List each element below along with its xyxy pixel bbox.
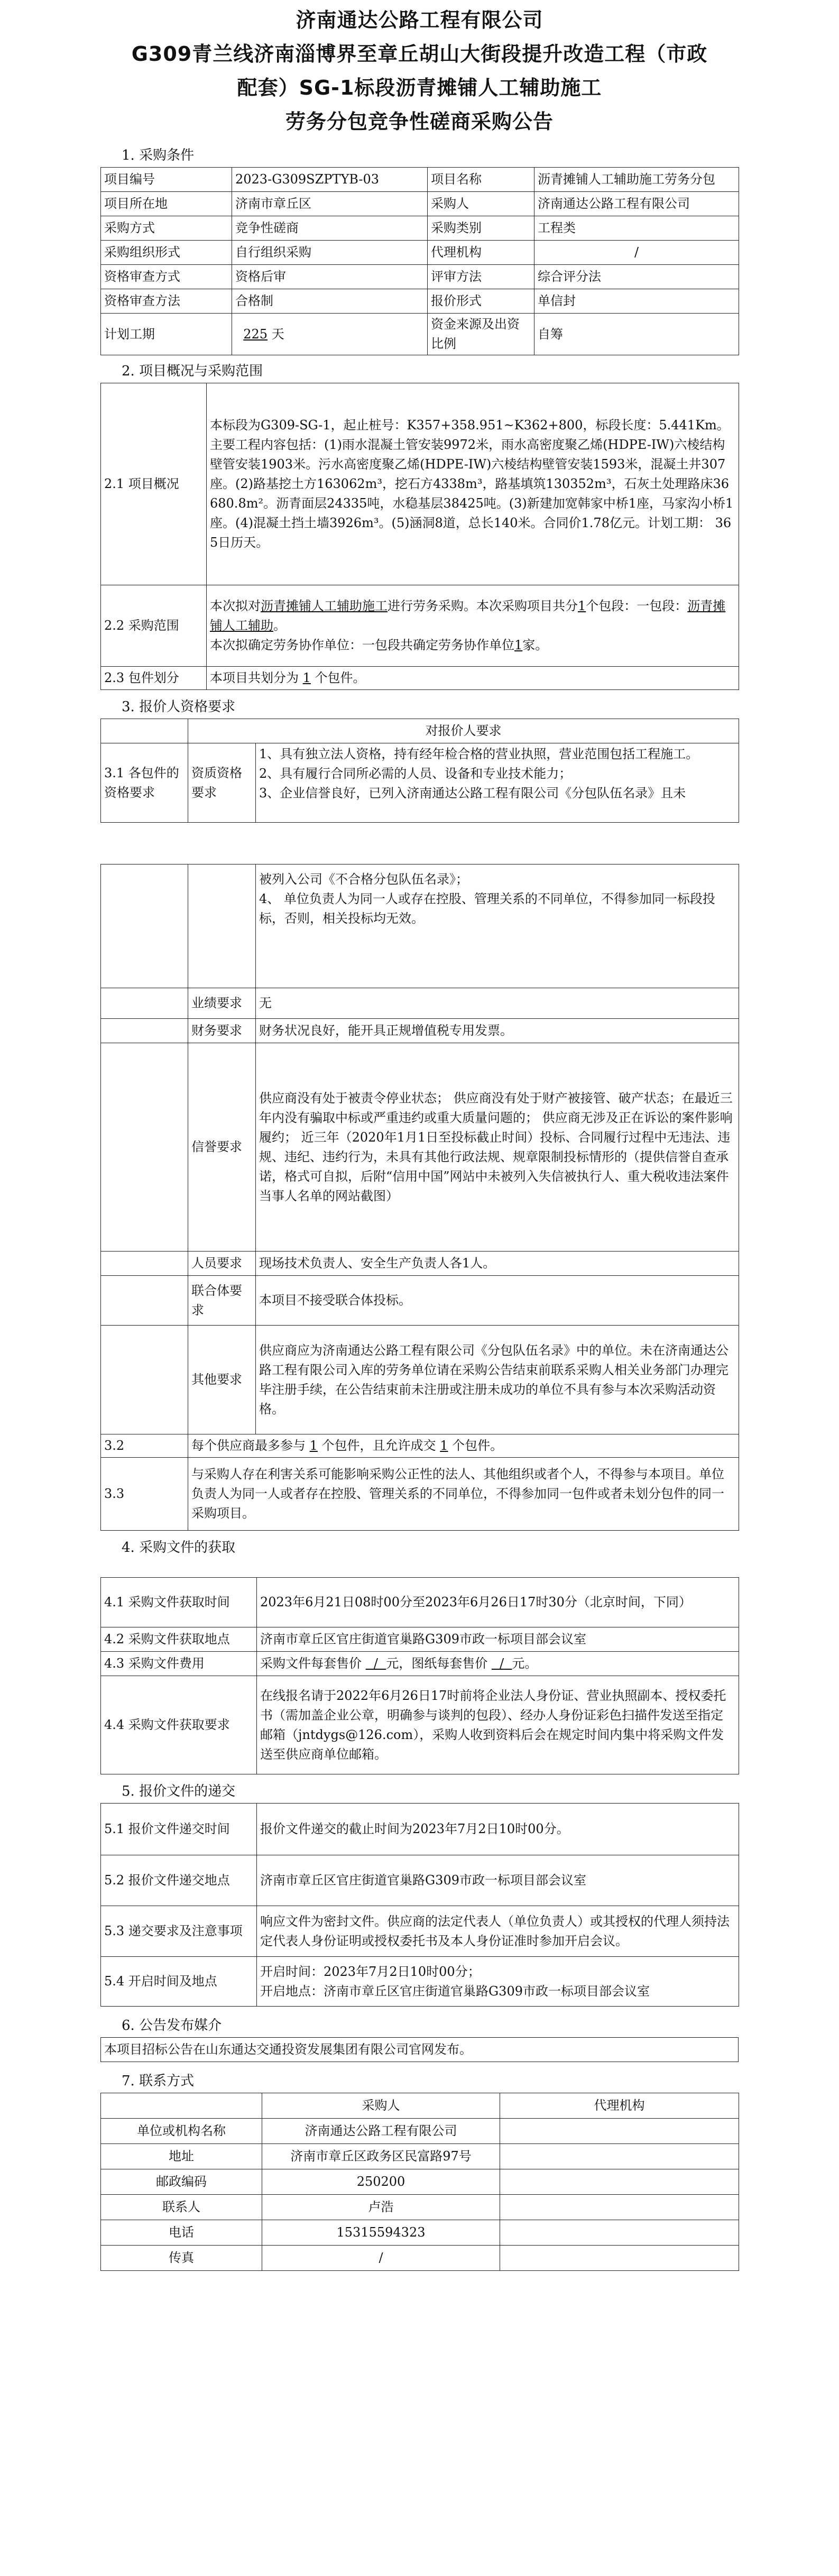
section-7-heading: 7. 联系方式 [122,2073,195,2089]
conditions-cell: 项目名称 [428,168,534,192]
conditions-cell: / [534,241,739,265]
conditions-cell: 报价形式 [428,289,534,314]
sub-req-text: 响应文件为密封文件。供应商的法定代表人（单位负责人）或其授权的代理人须持法定代表人身份证明或授权委托书及本人身份证准时参加开启会议。 [257,1906,739,1957]
sub-time-label: 5.1 报价文件递交时间 [101,1804,257,1855]
conditions-row-procurement-method [101,216,739,241]
contact-col-purchaser: 采购人 [262,2093,500,2119]
conditions-cell: 评审方法 [428,265,534,289]
title-line-4: 劳务分包竞争性磋商采购公告 [285,110,554,133]
qualification-table-part-1 [100,719,739,823]
contact-field-value [500,2119,739,2144]
contact-field-value [500,2195,739,2220]
conditions-cell: 综合评分法 [534,265,739,289]
contact-row [101,2144,739,2169]
conditions-cell: 工程类 [534,216,739,241]
contact-row [101,2195,739,2220]
sub-place-label: 5.2 报价文件递交地点 [101,1855,257,1906]
package-text: 本项目共划分为 1 个包件。 [207,667,739,690]
conditions-cell: 2023-G309SZPTYB-03 [232,168,428,192]
contact-field-value: 250200 [262,2169,500,2195]
contact-row [101,2220,739,2246]
acq-req-label: 4.4 采购文件获取要求 [101,1676,257,1774]
requirements-head: 对报价人要求 [188,719,739,743]
conditions-cell: 代理机构 [428,241,534,265]
acq-req-text: 在线报名请于2022年6月26日17时前将企业法人身份证、营业执照副本、授权委托书（需加盖企业公章，明确参与谈判的包段）、经办人身份证彩色扫描件发送至指定邮箱（jntdygs@126.com），采购人收到资料后会在规定时间内集中将采购文件发送至供应商单位邮箱。 [257,1676,739,1774]
qualification-row-label: 3.1 各包件的资格要求 [101,743,188,823]
title-line-1: 济南通达公路工程有限公司 [296,8,543,32]
contact-field-value: 济南通达公路工程有限公司 [262,2119,500,2144]
contact-field-value [500,2220,739,2246]
sub-time-text: 报价文件递交的截止时间为2023年7月2日10时00分。 [257,1804,739,1855]
title-line-3: 配套）SG-1标段沥青摊铺人工辅助施工 [237,76,602,99]
opening-label: 5.4 开启时间及地点 [101,1957,257,2007]
contact-field-value [500,2246,739,2271]
qualification-items-cont: 被列入公司《不合格分包队伍名录》； 4、 单位负责人为同一人或存在控股、管理关系的不同单位，不得参加同一标段投标，否则，相关投标均无效。 [256,864,739,988]
contact-field-value: 济南市章丘区政务区民富路97号 [262,2144,500,2169]
media-table [100,2037,739,2062]
section-5-heading: 5. 报价文件的递交 [122,1783,236,1799]
r32-text: 每个供应商最多参与 1 个包件，且允许成交 1 个包件。 [188,1434,739,1458]
opening-text: 开启时间：2023年7月2日10时00分； 开启地点：济南市章丘区官庄街道官巢路G309市政一标项目部会议室 [257,1957,739,2007]
scope-label: 2.2 采购范围 [101,585,207,667]
project-overview-table [100,383,739,690]
contact-field-value: 15315594323 [262,2220,500,2246]
submission-table [100,1803,739,2007]
acq-fee-label: 4.3 采购文件费用 [101,1652,257,1676]
r32-label: 3.2 [101,1434,188,1458]
credit-text: 供应商没有处于被责令停业状态； 供应商没有处于财产被接管、破产状态；在最近三年内没有骗取中标或严重违约或重大质量问题的； 供应商无涉及正在诉讼的案件影响履约； 近三年（2020年1月1日至投标截止时间）投标、合同履行过程中无违法、违规、违纪、违约行为，未具有其他行政法规、规章限制投标情形的（提供信誉自查承诺，格式可自拟，后附“信用中国”网站中未被列入失信被执行人、重大税收违法案件当事人名单的网站截图） [256,1043,739,1252]
conditions-cell: 竞争性磋商 [232,216,428,241]
finance-text: 财务状况良好，能开具正规增值税专用发票。 [256,1019,739,1043]
section-2-heading: 2. 项目概况与采购范围 [122,363,263,379]
procurement-conditions-table [100,167,739,355]
conditions-cell: 采购组织形式 [101,241,232,265]
scope-text: 本次拟对沥青摊铺人工辅助施工进行劳务采购。本次采购项目共分1个包段：一包段：沥青摊铺人工辅助。 本次拟确定劳务协作单位：一包段共确定劳务协作单位1家。 [207,585,739,667]
period-value: 225 天 [232,314,428,355]
performance-label: 业绩要求 [188,988,256,1019]
acq-fee-text: 采购文件每套售价 / 元，图纸每套售价 / 元。 [257,1652,739,1676]
contact-field-label: 传真 [101,2246,262,2271]
conditions-row-project-location [101,192,739,216]
conditions-cell: 合格制 [232,289,428,314]
contact-field-label: 地址 [101,2144,262,2169]
package-label: 2.3 包件划分 [101,667,207,690]
conditions-cell: 资格审查方法 [101,289,232,314]
title-line-2: G309青兰线济南淄博界至章丘胡山大街段提升改造工程（市政 [131,42,708,66]
r33-label: 3.3 [101,1458,188,1531]
joint-label: 联合体要求 [188,1276,256,1326]
sub-place-text: 济南市章丘区官庄街道官巢路G309市政一标项目部会议室 [257,1855,739,1906]
contact-field-value [500,2144,739,2169]
section-6-heading: 6. 公告发布媒介 [122,2018,222,2034]
joint-text: 本项目不接受联合体投标。 [256,1276,739,1326]
r33-text: 与采购人存在利害关系可能影响采购公正性的法人、其他组织或者个人，不得参与本项目。单位负责人为同一人或者存在控股、管理关系的不同单位，不得参加同一包件或者未划分包件的同一采购项目。 [188,1458,739,1531]
document-acquisition-table [100,1577,739,1774]
acq-place-text: 济南市章丘区官庄街道官巢路G309市政一标项目部会议室 [257,1627,739,1652]
contact-field-label: 电话 [101,2220,262,2246]
overview-text: 本标段为G309-SG-1，起止桩号：K357+358.951~K362+800，标段长度：5.441Km。主要工程内容包括：(1)雨水混凝土管安装9972米，雨水高密度聚乙烯(HDPE-IW)六棱结构壁管安装1903米。污水高密度聚乙烯(HDPE-IW)六棱结构壁管安装1593米，混凝土井307座。(2)路基挖土方163062m³，挖石方4338m³，路基填筑130352m³，石灰土处理路床36680.8m²。沥青面层24335吨，水稳基层38425吨。(3)新建加宽韩家中桥1座，马家沟小桥1座。(4)混凝土挡土墙3926m³。(5)涵洞8道，总长140米。合同价1.78亿元。计划工期： 365日历天。 [207,383,739,585]
section-3-heading: 3. 报价人资格要求 [122,699,236,715]
contact-row [101,2169,739,2195]
conditions-row-review-method [101,289,739,314]
other-text: 供应商应为济南通达公路工程有限公司《分包队伍名录》中的单位。未在济南通达公路工程有限公司入库的劳务单位请在采购公告结束前联系采购人相关业务部门办理完毕注册手续，在公告结束前未注册或注册未成功的单位不具有参与本次采购活动资格。 [256,1326,739,1434]
contact-row [101,2246,739,2271]
other-label: 其他要求 [188,1326,256,1434]
conditions-row-review-mode [101,265,739,289]
conditions-cell: 采购人 [428,192,534,216]
contact-field-value: / [262,2246,500,2271]
credit-label: 信誉要求 [188,1043,256,1252]
conditions-cell: 资格后审 [232,265,428,289]
contact-field-label: 单位或机构名称 [101,2119,262,2144]
conditions-cell: 采购方式 [101,216,232,241]
performance-text: 无 [256,988,739,1019]
staff-text: 现场技术负责人、安全生产负责人各1人。 [256,1252,739,1276]
contact-field-label: 邮政编码 [101,2169,262,2195]
section-4-heading: 4. 采购文件的获取 [122,1540,236,1556]
conditions-cell: 单信封 [534,289,739,314]
staff-label: 人员要求 [188,1252,256,1276]
qualification-items: 1、具有独立法人资格，持有经年检合格的营业执照，营业范围包括工程施工。 2、具有履行合同所必需的人员、设备和专业技术能力； 3、企业信誉良好，已列入济南通达公路工程有限公司《分包队伍名录》且未 [256,743,739,823]
conditions-cell: 资格审查方式 [101,265,232,289]
contact-field-value [500,2169,739,2195]
conditions-cell: 济南通达公路工程有限公司 [534,192,739,216]
qualification-table-part-2 [100,864,739,1531]
fund-source-value: 自筹 [534,314,739,355]
conditions-row-project-code [101,168,739,192]
conditions-cell: 沥青摊铺人工辅助施工劳务分包 [534,168,739,192]
contact-row [101,2119,739,2144]
conditions-cell: 项目所在地 [101,192,232,216]
conditions-cell: 采购类别 [428,216,534,241]
qualification-label: 资质资格要求 [188,743,256,823]
fund-source-label: 资金来源及出资比例 [428,314,534,355]
contact-field-label: 联系人 [101,2195,262,2220]
conditions-row-organization-form [101,241,739,265]
acq-time-text: 2023年6月21日08时00分至2023年6月26日17时30分（北京时间，下同） [257,1578,739,1627]
contact-col-agency: 代理机构 [500,2093,739,2119]
finance-label: 财务要求 [188,1019,256,1043]
document-title [100,3,739,139]
contact-field-value: 卢浩 [262,2195,500,2220]
section-1-heading: 1. 采购条件 [122,148,195,163]
acq-place-label: 4.2 采购文件获取地点 [101,1627,257,1652]
conditions-cell: 自行组织采购 [232,241,428,265]
sub-req-label: 5.3 递交要求及注意事项 [101,1906,257,1957]
overview-label: 2.1 项目概况 [101,383,207,585]
conditions-cell: 项目编号 [101,168,232,192]
acq-time-label: 4.1 采购文件获取时间 [101,1578,257,1627]
media-text: 本项目招标公告在山东通达交通投资发展集团有限公司官网发布。 [101,2038,739,2062]
contact-table [100,2093,739,2271]
conditions-cell: 济南市章丘区 [232,192,428,216]
period-label: 计划工期 [101,314,232,355]
